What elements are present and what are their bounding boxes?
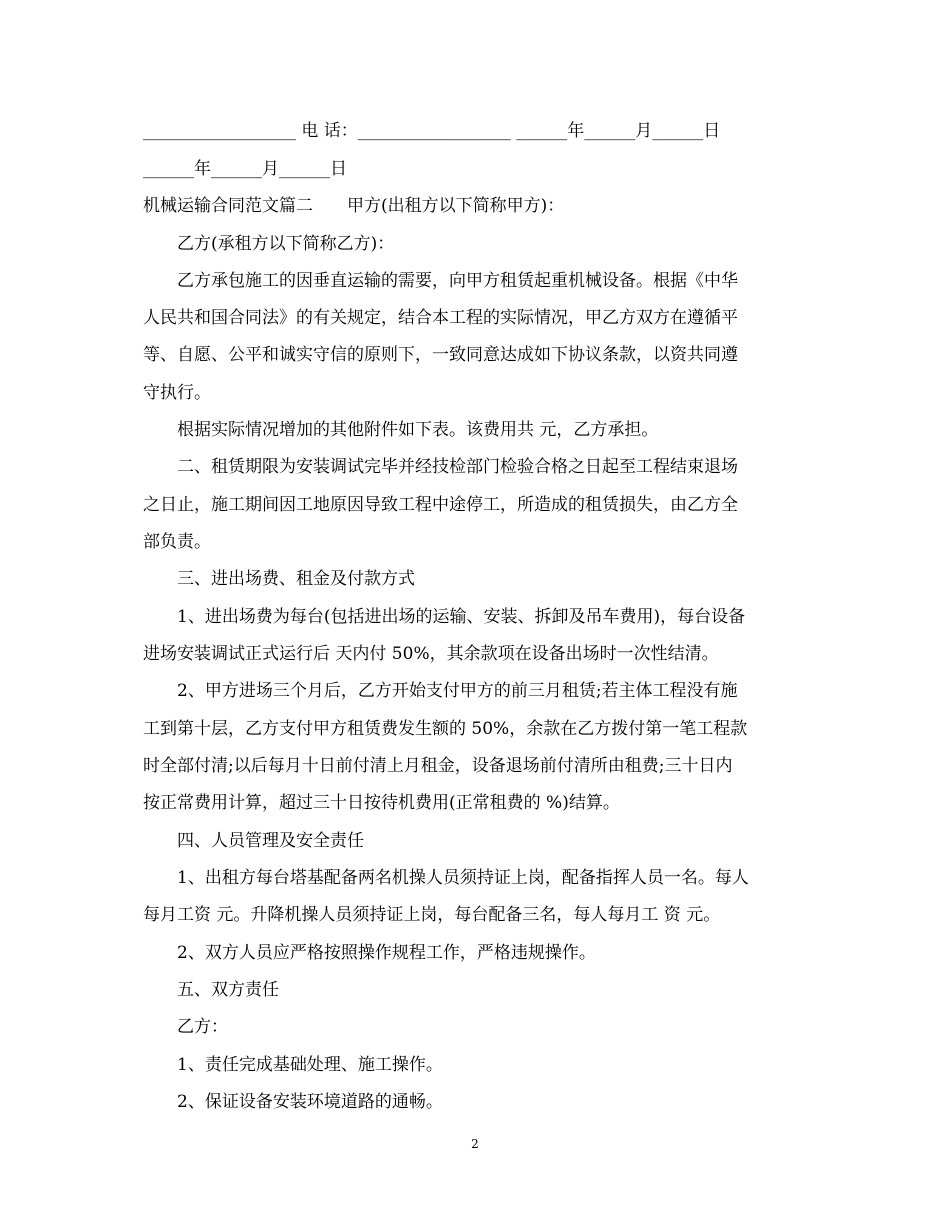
page-number: 2 (471, 1137, 479, 1151)
paragraph-line: 时全部付清;以后每月十日前付清上月租金，设备退场前付清所由租费;三十日内 (143, 756, 733, 776)
paragraph-line: 乙方承包施工的因垂直运输的需要，向甲方租赁起重机械设备。根据《中华 (177, 271, 738, 291)
document-title-line: 机械运输合同范文篇二 甲方(出租方以下简称甲方)： (143, 196, 565, 216)
paragraph-line: 之日止，施工期间因工地原因导致工程中途停工，所造成的租赁损失，由乙方全 (143, 495, 738, 515)
paragraph-line: 1、责任完成基础处理、施工操作。 (177, 1055, 443, 1075)
paragraph-line: 进场安装调试正式运行后 天内付 50%，其余款项在设备出场时一次性结清。 (143, 644, 719, 664)
party-b-line: 乙方(承租方以下简称乙方)： (177, 234, 395, 254)
paragraph-line: 按正常费用计算，超过三十日按待机费用(正常租费的 %)结算。 (143, 793, 620, 813)
section-heading: 三、进出场费、租金及付款方式 (177, 569, 415, 589)
paragraph-line: 等、自愿、公平和诚实守信的原则下，一致同意达成如下协议条款，以资共同遵 (143, 345, 738, 365)
section-heading: 四、人员管理及安全责任 (177, 831, 364, 851)
paragraph-line: 根据实际情况增加的其他附件如下表。该费用共 元，乙方承担。 (177, 420, 659, 440)
paragraph-line: 部负责。 (143, 532, 211, 552)
party-b-label: 乙方： (177, 1017, 228, 1037)
paragraph-line: 每月工资 元。升降机操人员须持证上岗，每台配备三名，每人每月工 资 元。 (143, 905, 721, 925)
paragraph-line: 2、双方人员应严格按照操作规程工作，严格违规操作。 (177, 943, 596, 963)
paragraph-line: 二、租赁期限为安装调试完毕并经技检部门检验合格之日起至工程结束退场 (177, 457, 738, 477)
paragraph-line: 1、出租方每台塔基配备两名机操人员须持证上岗，配备指挥人员一名。每人 (177, 868, 749, 888)
paragraph-line: 人民共和国合同法》的有关规定，结合本工程的实际情况，甲乙方双方在遵循平 (143, 308, 738, 328)
paragraph-line: 工到第十层，乙方支付甲方租赁费发生额的 50%，余款在乙方拨付第一笔工程款 (143, 719, 748, 739)
date-blank-line: ______年______月______日 (143, 159, 347, 179)
section-heading: 五、双方责任 (177, 980, 279, 1000)
paragraph-line: 2、保证设备安装环境道路的通畅。 (177, 1092, 443, 1112)
paragraph-line: 2、甲方进场三个月后，乙方开始支付甲方的前三月租赁;若主体工程没有施 (177, 681, 738, 701)
paragraph-line: 守执行。 (143, 383, 211, 403)
paragraph-line: 1、进出场费为每台(包括进出场的运输、安装、拆卸及吊车费用)，每台设备 (177, 607, 746, 627)
signature-blank-line: __________________ 电 话：__________________ ______年______月______日 (143, 121, 721, 141)
